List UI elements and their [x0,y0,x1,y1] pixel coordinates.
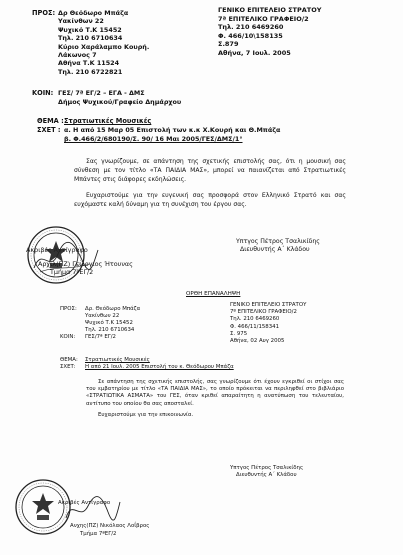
letter2-signer-name: Υπτγος Πέτρος Τσαλικίδης [230,465,304,471]
sender-line: Αθήνα, 02 Αυγ 2005 [230,338,285,345]
letter2-heading: ΟΡΘΗ ΕΠΑΝΑΛΗΨΗ [186,291,241,297]
recipient-line: Τηλ. 210 6710634 [58,34,123,43]
letter2-koin-label: ΚΟΙΝ: [60,334,76,340]
letter2-paragraph-1: Σε απάντηση της σχετικής επιστολής, σας γνωρίζουμε ότι έχουν εγκριθεί οι στίχοι σας του εμβατηρίου με τίτλο «ΤΑ ΠΑΙΔΙΑ ΜΑΣ», το οποίο πρόκειται να περιληφθεί στο βιβλιάριο «ΣΤΡΑΤΙΩΤΙΚΑ ΑΣΜΑΤΑ» του ΓΕΣ, όταν κριθεί απαραίτητη η ανατύπωση του τελευταίου, αντίτυπο του οποίου θα σας αποσταλεί. [86,379,344,407]
letter1-paragraph-2: Ευχαριστούμε για την ευγενική σας προσφορά στον Ελληνικό Στρατό και σας ευχόμαστε καλή δύναμη για τη συνέχιση του έργου σας. [74,192,346,208]
recipient-line: Τηλ. 210 6722821 [58,67,123,76]
recipient-line: Υακίνθων 22 [58,17,104,26]
letter1-sender [218,6,321,58]
letter2-sender [230,302,306,345]
letter1-subject-label: ΘΕΜΑ : [37,117,64,125]
letter2-recipients [85,306,140,334]
letter1-subject: Στρατιωτικές Μουσικές [64,117,152,125]
koin-line: ΓΕΣ/ 7ª ΕΓ/2 – ΕΓΑ - ΔΜΣ [58,89,145,97]
recipient-line: Ψυχικό Τ.Κ 15452 [58,25,122,34]
letter1-recipients [58,9,149,76]
recipient-line: Δρ Θεόδωρο Μπάζα [58,9,129,17]
letter1-koin-label: ΚΟΙΝ: [32,89,54,97]
letter1-signer-name: Υπτγος Πέτρος Τσαλικίδης [236,238,320,245]
sender-line: Τηλ. 210 6469260 [218,23,284,32]
sender-line: Σ.879 [218,40,239,49]
letter1-ref-a: α. Η από 15 Μαρ 05 Επιστολή των κ.κ Χ.Κουρή και Θ.Μπάζα [64,126,281,134]
recipient-line: Αθήνα Τ.Κ 11524 [58,59,120,68]
sender-line: 7º ΕΠΙΤΕΛΙΚΟ ΓΡΑΦΕΙΟ/2 [230,309,297,316]
recipient-line: Ψυχικό Τ.Κ 15452 [85,320,133,326]
letter2-copy-title: Τμήμα 7ªΕΓ/2 [80,531,117,537]
letter2-ref: Η από 21 Ιουλ. 2005 Επιστολή του κ. Θεόδωρου Μπάζα [85,364,234,370]
letter2-to-label: ΠΡΟΣ: [60,306,77,312]
letter2-koin: ΓΕΣ/7ª ΕΓ/2 [85,334,116,340]
letter1-seal-label: Ακριβές Αντίγραφο [26,246,88,254]
recipient-line: Υακίνθων 22 [85,313,120,319]
recipient-line: Λάκωνος 7 [58,51,97,60]
letter1-ref-b: β. Φ.466/2/680190/Σ. 90/ 16 Μαι 2005/ΓΕΣ/ΔΜΣ/1° [64,135,243,143]
sender-line: ΓΕΝΙΚΟ ΕΠΙΤΕΛΕΙΟ ΣΤΡΑΤΟΥ [218,6,322,14]
letter1-to-label: ΠΡΟΣ: [32,9,56,17]
recipient-line: Τηλ. 210 6710634 [85,327,135,333]
letter1-ref-label: ΣΧΕΤ : [37,126,61,134]
signature-icon [62,492,122,526]
recipient-line: Κύριο Χαράλαμπο Κουρή. [58,42,150,51]
recipient-line: Δρ. Θεόδωρο Μπάζα [85,306,141,312]
sender-line: ΓΕΝΙΚΟ ΕΠΙΤΕΛΕΙΟ ΣΤΡΑΤΟΥ [230,302,307,308]
letter2-subject-label: ΘΕΜΑ: [60,357,78,363]
letter1-signer-title: Διευθυντής Α΄ Κλάδου [240,246,310,253]
sender-line: 7ª ΕΠΙΤΕΛΙΚΟ ΓΡΑΦΕΙΟ/2 [218,14,309,23]
letter1-paragraph-1: Σας γνωρίζουμε, σε απάντηση της σχετικής επιστολής σας, ότι η μουσική σας σύνθεση με τον τίτλο «ΤΑ ΠΑΙΔΙΑ ΜΑΣ», μπορεί να παιανίζεται από Στρατιωτικές Μπάντες στις διάφορες εκδηλώσεις. [74,158,346,183]
letter2-signer-title: Διευθυντής Α΄ Κλάδου [236,472,297,478]
letter2-paragraph-2: Ευχαριστούμε για την επικοινωνία. [98,412,194,418]
letter2-seal-label: Ακριβές Αντίγραφο [58,500,111,506]
letter2-copy-name: Ανχης(ΠΖ) Νικόλαος Λοΐβρος [70,523,150,529]
sender-line: Σ. 975 [230,330,248,337]
sender-line: Φ. 466/10\158135 [218,31,283,40]
letter2-subject: Στρατιωτικές Μουσικές [85,357,150,363]
sender-line: Αθήνα, 7 Ιουλ. 2005 [218,48,291,57]
letter1-copy-name: Αρχιλ(ΠΖ) Γεώργιος Ήτουνας [38,260,133,268]
koin-line: Δήμος Ψυχικού/Γραφείο Δημάρχου [58,97,182,106]
letter2-ref-label: ΣΧΕΤ: [60,364,76,370]
sender-line: Φ. 466/11/158341 [230,323,280,330]
sender-line: Τηλ. 210 6469260 [230,316,280,323]
letter1-koin [58,89,181,106]
letter1-copy-title: Τμήμα 7ªΕΓ/2 [50,268,94,276]
